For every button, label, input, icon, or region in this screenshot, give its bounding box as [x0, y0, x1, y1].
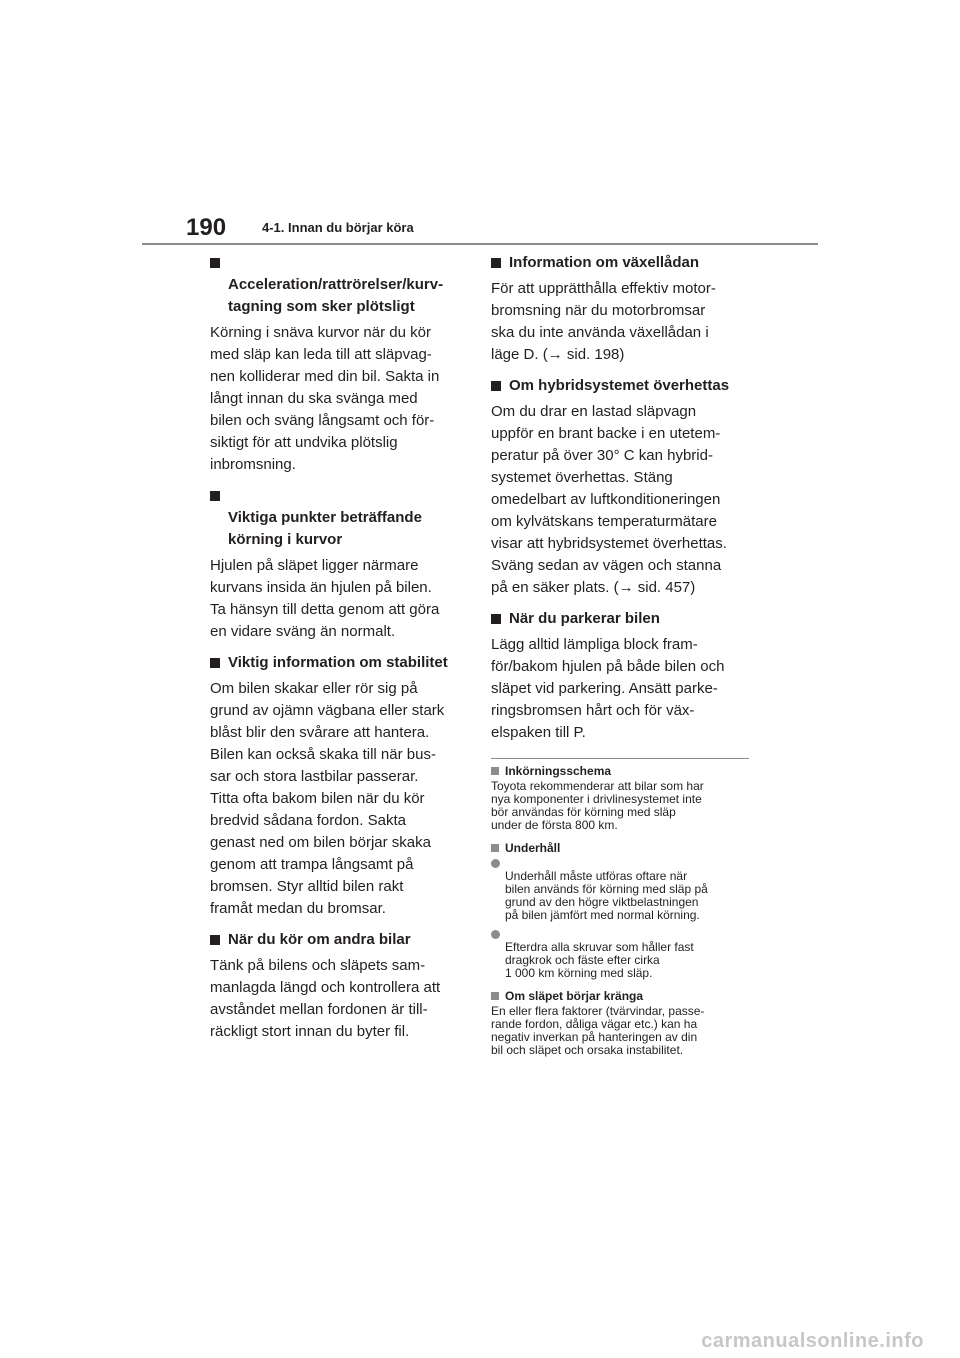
- section-text: Om du drar en lastad släpvagn uppför en brant backe i en utetem- peratur på över 30° C kan hybrid- systemet överhettas. Stäng omedelbart av luftkonditioneringen om kylvätskans temperaturmätare visar att hybridsystemet överhettas. Sväng sedan av vägen och stanna på en säker plats. (→ sid. 457): [491, 403, 727, 596]
- page-number: 190: [186, 214, 227, 241]
- square-bullet-icon: [210, 658, 220, 668]
- left-column: [210, 252, 472, 1052]
- section-text: Tänk på bilens och släpets sam- manlagda längd och kontrollera att avståndet mellan fordonen är till- räckligt stort innan du byter fil.: [210, 957, 441, 1040]
- watermark: carmanualsonline.info: [701, 1330, 924, 1352]
- note-heading: Inkörningsschema: [491, 763, 753, 779]
- section-text: Körning i snäva kurvor när du kör med släp kan leda till att släpvag- nen kolliderar med din bil. Sakta in långt innan du ska svänga med bilen och sväng långsamt och för- siktigt för att undvika plötslig inbromsning.: [210, 324, 440, 473]
- section-heading: När du parkerar bilen: [491, 608, 753, 630]
- section-heading: När du kör om andra bilar: [210, 929, 472, 951]
- circle-bullet-icon: [491, 930, 500, 939]
- note-text: Toyota rekommenderar att bilar som har nya komponenter i drivlinesystemet inte bör användas för körning med släp under de första 800 km.: [491, 779, 704, 832]
- square-bullet-icon: [491, 614, 501, 624]
- note-bullet: Underhåll måste utföras oftare när bilen används för körning med släp på grund av den högre viktbelastningen på bilen jämfört med normal körning.: [491, 857, 753, 922]
- header-divider: [142, 243, 818, 245]
- section-text: Hjulen på släpet ligger närmare kurvans insida än hjulen på bilen. Ta hänsyn till detta genom att göra en vidare sväng än normalt.: [210, 557, 440, 640]
- section-text: För att upprätthålla effektiv motor- bromsning när du motorbromsar ska du inte använda växellådan i läge D. (→ sid. 198): [491, 280, 716, 363]
- section-text: Lägg alltid lämpliga block fram- för/bakom hjulen på både bilen och släpet vid parkering. Ansätt parke- ringsbromsen hårt och för väx- elspaken till P.: [491, 636, 725, 741]
- notes-divider: [491, 758, 749, 759]
- section-heading: Om hybridsystemet överhettas: [491, 375, 753, 397]
- square-bullet-icon: [491, 992, 499, 1000]
- square-bullet-icon: [491, 258, 501, 268]
- square-bullet-icon: [210, 491, 220, 501]
- note-heading: Underhåll: [491, 840, 753, 856]
- square-bullet-icon: [210, 935, 220, 945]
- section-heading: Acceleration/rattrörelser/kurv- tagning som sker plötsligt: [210, 252, 472, 318]
- section-heading: Viktiga punkter beträffande körning i kurvor: [210, 485, 472, 551]
- square-bullet-icon: [210, 258, 220, 268]
- section-heading: Viktig information om stabilitet: [210, 652, 472, 674]
- right-column: [491, 252, 753, 1065]
- note-heading: Om släpet börjar kränga: [491, 988, 753, 1004]
- note-bullet: Efterdra alla skruvar som håller fast dragkrok och fäste efter cirka 1 000 km körning med släp.: [491, 928, 753, 980]
- square-bullet-icon: [491, 767, 499, 775]
- section-title: 4-1. Innan du börjar köra: [262, 220, 414, 235]
- section-text: Om bilen skakar eller rör sig på grund av ojämn vägbana eller stark blåst blir den svårare att hantera. Bilen kan också skaka till när bus- sar och stora lastbilar passerar. Titta ofta bakom bilen när du kör bredvid sådana fordon. Sakta genast ned om bilen börjar skaka genom att trampa långsamt på bromsen. Styr alltid bilen rakt framåt medan du bromsar.: [210, 680, 445, 917]
- square-bullet-icon: [491, 844, 499, 852]
- square-bullet-icon: [491, 381, 501, 391]
- circle-bullet-icon: [491, 859, 500, 868]
- note-text: En eller flera faktorer (tvärvindar, passe- rande fordon, dåliga vägar etc.) kan ha negativ inverkan på hanteringen av din bil och släpet och orsaka instabilitet.: [491, 1004, 705, 1057]
- section-heading: Information om växellådan: [491, 252, 753, 274]
